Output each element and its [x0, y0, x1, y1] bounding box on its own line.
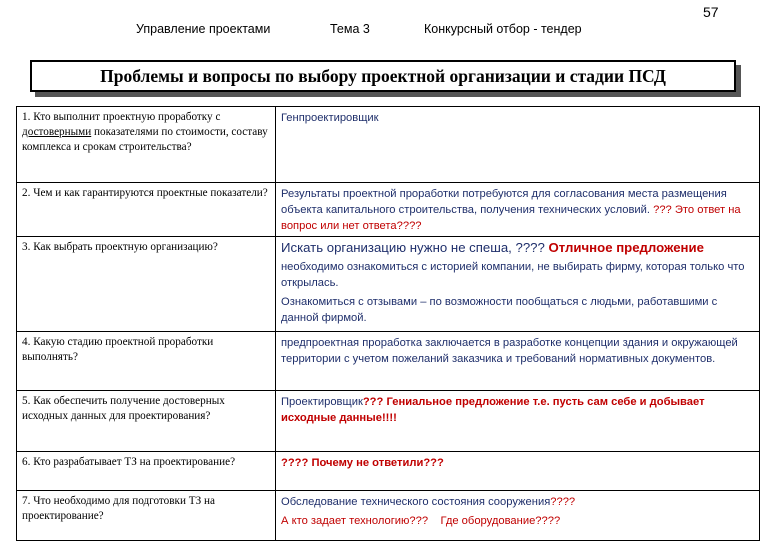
question-cell: 4. Какую стадию проектной проработки выполнять? — [17, 332, 276, 391]
page-number: 57 — [703, 4, 719, 20]
table-row — [17, 107, 760, 183]
table-row — [17, 183, 760, 237]
header-subject: Конкурсный отбор - тендер — [424, 22, 582, 36]
answer-cell: Проектировщик??? Гениальное предложение т.е. пусть сам себе и добывает исходные данные!!!! — [276, 391, 760, 452]
question-cell: 2. Чем и как гарантируются проектные показатели? — [17, 183, 276, 237]
table-row — [17, 491, 760, 541]
answer-cell: Результаты проектной проработки потребуются для согласования места размещения объекта капитального строительства, получения технических условий. ??? Это ответ на вопрос или нет ответа???? — [276, 183, 760, 237]
question-cell: 3. Как выбрать проектную организацию? — [17, 237, 276, 332]
question-cell: 6. Кто разрабатывает ТЗ на проектирование? — [17, 452, 276, 491]
header-course: Управление проектами — [136, 22, 271, 36]
header-topic: Тема 3 — [330, 22, 370, 36]
answer-cell: Генпроектировщик — [276, 107, 760, 183]
answer-cell: Обследование технического состояния сооружения???? А кто задает технологию??? Где оборудование???? — [276, 491, 760, 541]
question-cell: 7. Что необходимо для подготовки ТЗ на проектирование? — [17, 491, 276, 541]
slide-title: Проблемы и вопросы по выбору проектной организации и стадии ПСД — [30, 60, 736, 92]
table-row — [17, 391, 760, 452]
slide-header — [0, 22, 780, 42]
answer-cell: предпроектная проработка заключается в разработке концепции здания и окружающей территории с учетом пожеланий заказчика и требований нормативных документов. — [276, 332, 760, 391]
table-row — [17, 332, 760, 391]
question-cell: 5. Как обеспечить получение достоверных исходных данных для проектирования? — [17, 391, 276, 452]
answer-cell: ???? Почему не ответили??? — [276, 452, 760, 491]
questions-table — [16, 106, 760, 541]
table-row — [17, 452, 760, 491]
question-cell: 1. Кто выполнит проектную проработку с достоверными показателями по стоимости, составу комплекса и срокам строительства? — [17, 107, 276, 183]
table-row — [17, 237, 760, 332]
answer-cell: Искать организацию нужно не спеша, ???? Отличное предложение необходимо ознакомиться с историей компании, не выбирать фирму, которая только что открылась. Ознакомиться с отзывами – по возможности пообщаться с людьми, работавшими с данной фирмой. — [276, 237, 760, 332]
